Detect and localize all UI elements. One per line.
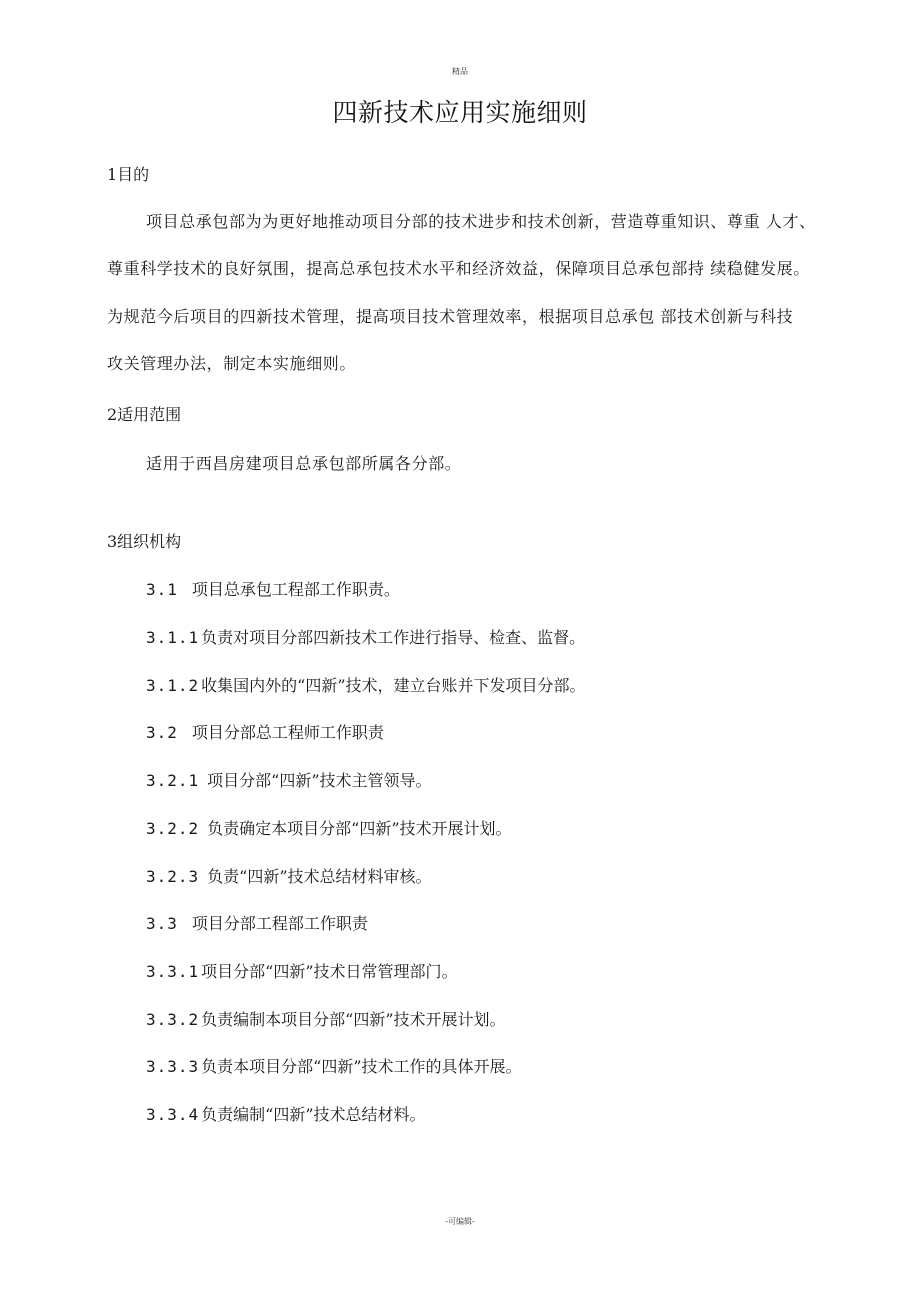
scope-text: 适用于西昌房建项目总承包部所属各分部。 bbox=[146, 454, 462, 473]
item-number: 3.1.2 bbox=[146, 676, 200, 695]
paragraph-line: 项目总承包部为为更好地推动项目分部的技术进步和技术创新，营造尊重知识、尊重 人才、 bbox=[146, 212, 816, 231]
section-heading-scope: 2适用范围 bbox=[107, 405, 182, 424]
list-item bbox=[146, 768, 432, 791]
list-item bbox=[146, 816, 512, 839]
item-text: 项目分部“四新”技术主管领导。 bbox=[207, 771, 432, 790]
paragraph-line: 为规范今后项目的四新技术管理，提高项目技术管理效率，根据项目总承包 部技术创新与科技 bbox=[107, 307, 794, 326]
list-item bbox=[146, 673, 586, 696]
header-mark: 精品 bbox=[452, 67, 468, 76]
item-number: 3.2.1 bbox=[146, 771, 200, 790]
item-text: 负责“四新”技术总结材料审核。 bbox=[207, 867, 432, 886]
item-number: 3.3 bbox=[146, 914, 178, 933]
paragraph-line: 尊重科学技术的良好氛围，提高总承包技术水平和经济效益，保障项目总承包部持 续稳健发展。 bbox=[107, 259, 810, 278]
item-text: 负责对项目分部四新技术工作进行指导、检查、监督。 bbox=[201, 628, 586, 647]
item-text: 项目分部“四新”技术日常管理部门。 bbox=[201, 962, 458, 981]
item-number: 3.3.3 bbox=[146, 1057, 200, 1076]
item-number: 3.3.1 bbox=[146, 962, 200, 981]
paragraph-line: 攻关管理办法，制定本实施细则。 bbox=[107, 354, 357, 373]
list-item bbox=[146, 959, 458, 982]
list-item bbox=[146, 720, 384, 743]
list-item bbox=[146, 864, 432, 887]
list-item bbox=[146, 577, 400, 600]
item-number: 3.2 bbox=[146, 723, 178, 742]
item-text: 负责编制本项目分部“四新”技术开展计划。 bbox=[201, 1010, 506, 1029]
item-text: 负责确定本项目分部“四新”技术开展计划。 bbox=[207, 819, 512, 838]
item-number: 3.2.2 bbox=[146, 819, 200, 838]
footer-mark: -可编辑- bbox=[445, 1217, 475, 1226]
item-text: 收集国内外的“四新”技术，建立台账并下发项目分部。 bbox=[201, 676, 586, 695]
item-text: 项目总承包工程部工作职责。 bbox=[191, 580, 400, 599]
document-title: 四新技术应用实施细则 bbox=[332, 98, 588, 127]
item-number: 3.3.4 bbox=[146, 1105, 200, 1124]
list-item bbox=[146, 911, 368, 934]
list-item bbox=[146, 1102, 426, 1125]
list-item bbox=[146, 625, 585, 648]
item-text: 项目分部总工程师工作职责 bbox=[191, 723, 384, 742]
item-number: 3.3.2 bbox=[146, 1010, 200, 1029]
list-item bbox=[146, 1007, 506, 1030]
section-heading-organization: 3组织机构 bbox=[107, 532, 182, 551]
item-number: 3.1.1 bbox=[146, 628, 200, 647]
item-text: 项目分部工程部工作职责 bbox=[191, 914, 368, 933]
item-number: 3.2.3 bbox=[146, 867, 200, 886]
list-item bbox=[146, 1054, 522, 1077]
item-text: 负责本项目分部“四新”技术工作的具体开展。 bbox=[201, 1057, 522, 1076]
item-text: 负责编制“四新”技术总结材料。 bbox=[201, 1105, 426, 1124]
item-number: 3.1 bbox=[146, 580, 178, 599]
section-heading-purpose: 1目的 bbox=[107, 165, 150, 184]
